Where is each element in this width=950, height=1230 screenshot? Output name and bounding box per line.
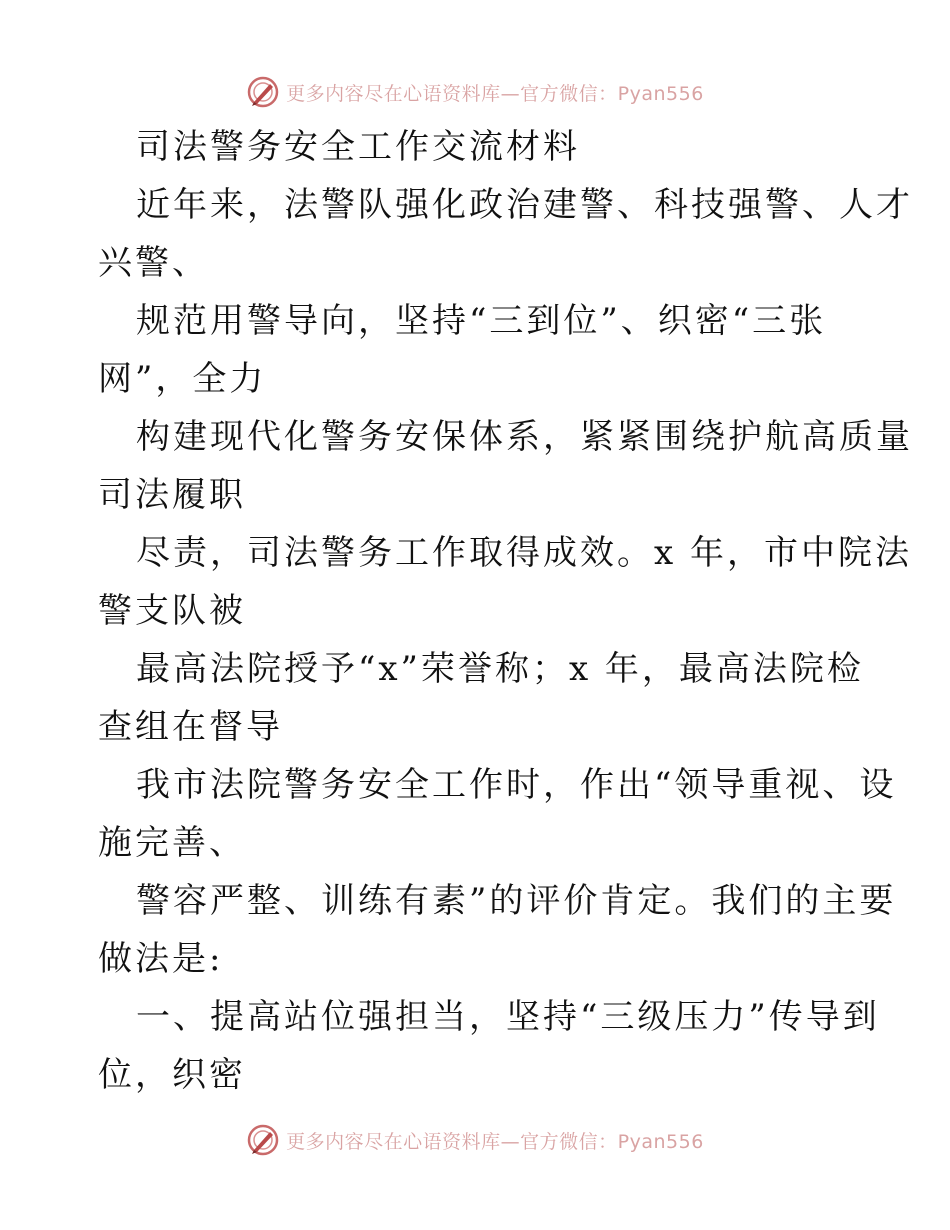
text-line: 司法警务安全工作交流材料 bbox=[136, 127, 580, 167]
watermark-text: 更多内容尽在心语资料库—官方微信：Pyan556 bbox=[286, 1130, 704, 1153]
text-line: 近年来，法警队强化政治建警、科技强警、人才 bbox=[136, 185, 913, 225]
text-line: 尽责，司法警务工作取得成效。x 年，市中院法 bbox=[136, 533, 912, 573]
text-line: 一、提高站位强担当，坚持“三级压力”传导到 bbox=[136, 997, 880, 1037]
watermark-text: 更多内容尽在心语资料库—官方微信：Pyan556 bbox=[286, 82, 704, 105]
text-line: 构建现代化警务安保体系，紧紧围绕护航高质量 bbox=[136, 417, 913, 457]
footer-watermark bbox=[0, 1120, 950, 1160]
text-line: 警容严整、训练有素”的评价肯定。我们的主要 bbox=[136, 881, 897, 921]
text-line: 做法是: bbox=[98, 939, 224, 979]
text-line: 兴警、 bbox=[98, 243, 209, 283]
text-line: 位，织密 bbox=[98, 1055, 246, 1095]
header-watermark bbox=[0, 72, 950, 112]
text-line: 我市法院警务安全工作时，作出“领导重视、设 bbox=[136, 765, 897, 805]
text-line: 最高法院授予“x”荣誉称；x 年，最高法院检 bbox=[136, 649, 864, 689]
text-line: 司法履职 bbox=[98, 475, 246, 515]
pen-circle-logo-icon bbox=[246, 1123, 280, 1157]
pen-circle-logo-icon bbox=[246, 75, 280, 109]
text-line: 网”，全力 bbox=[98, 359, 267, 399]
text-line: 规范用警导向，坚持“三到位”、织密“三张 bbox=[136, 301, 827, 341]
text-line: 施完善、 bbox=[98, 823, 246, 863]
document-body bbox=[98, 118, 913, 1104]
text-line: 查组在督导 bbox=[98, 707, 283, 747]
text-line: 警支队被 bbox=[98, 591, 246, 631]
